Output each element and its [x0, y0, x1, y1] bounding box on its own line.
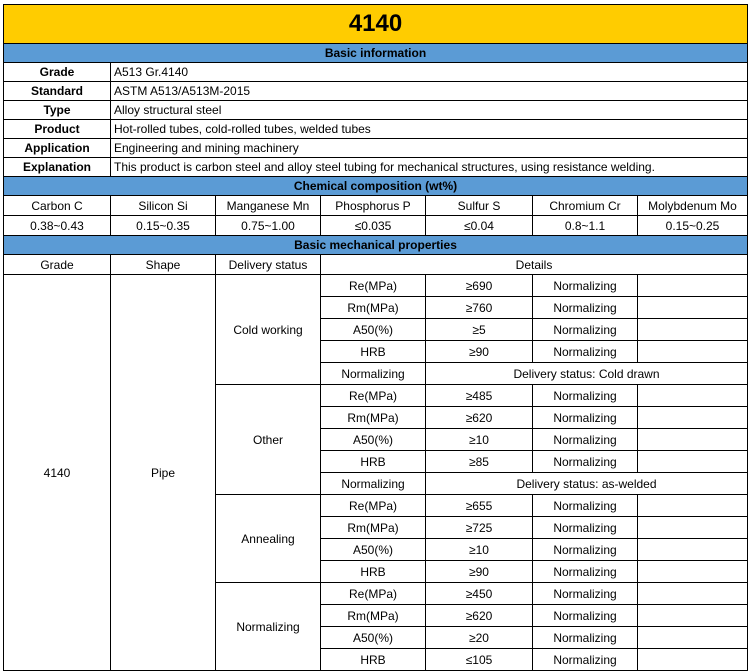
chemical-value: 0.15~0.35: [111, 216, 216, 236]
property-name: A50(%): [321, 429, 426, 451]
basic-row: [4, 82, 748, 101]
basic-row: [4, 120, 748, 139]
basic-value: Alloy structural steel: [111, 101, 748, 120]
basic-value: Engineering and mining machinery: [111, 139, 748, 158]
property-value: ≥5: [426, 319, 533, 341]
basic-row: [4, 158, 748, 177]
property-condition: Normalizing: [533, 275, 638, 297]
property-condition: Normalizing: [533, 451, 638, 473]
basic-label: Application: [4, 139, 111, 158]
property-condition: Normalizing: [533, 605, 638, 627]
basic-value: ASTM A513/A513M-2015: [111, 82, 748, 101]
chemical-element-header: Phosphorus P: [321, 196, 426, 216]
property-name: Re(MPa): [321, 385, 426, 407]
property-name: Rm(MPa): [321, 407, 426, 429]
chemical-element-header: Silicon Si: [111, 196, 216, 216]
property-name: HRB: [321, 561, 426, 583]
property-value: ≥620: [426, 407, 533, 429]
empty-cell: [638, 429, 748, 451]
empty-cell: [638, 627, 748, 649]
chemical-value: 0.8~1.1: [533, 216, 638, 236]
empty-cell: [638, 517, 748, 539]
empty-cell: [638, 649, 748, 671]
property-name: A50(%): [321, 539, 426, 561]
mechanical-header-delivery: Delivery status: [216, 255, 321, 275]
document-title: 4140: [4, 5, 748, 44]
mechanical-header-grade: Grade: [4, 255, 111, 275]
mechanical-header-row: [4, 255, 748, 275]
property-name: Re(MPa): [321, 275, 426, 297]
property-name: Rm(MPa): [321, 605, 426, 627]
property-value: ≥90: [426, 561, 533, 583]
mechanical-header-details: Details: [321, 255, 748, 275]
property-name: HRB: [321, 649, 426, 671]
basic-label: Product: [4, 120, 111, 139]
note-text: Delivery status: Cold drawn: [426, 363, 748, 385]
property-name: HRB: [321, 341, 426, 363]
delivery-status: Normalizing: [216, 583, 321, 671]
basic-row: [4, 63, 748, 82]
delivery-status: Annealing: [216, 495, 321, 583]
property-condition: Normalizing: [533, 517, 638, 539]
property-value: ≥655: [426, 495, 533, 517]
property-value: ≥85: [426, 451, 533, 473]
property-condition: Normalizing: [533, 297, 638, 319]
empty-cell: [638, 605, 748, 627]
basic-label: Type: [4, 101, 111, 120]
property-name: Re(MPa): [321, 583, 426, 605]
section-header-chemical: Chemical composition (wt%): [4, 177, 748, 196]
basic-row: [4, 139, 748, 158]
basic-row: [4, 101, 748, 120]
property-name: A50(%): [321, 627, 426, 649]
chemical-value: 0.15~0.25: [638, 216, 748, 236]
mechanical-header-shape: Shape: [111, 255, 216, 275]
chemical-value: ≤0.035: [321, 216, 426, 236]
property-condition: Normalizing: [533, 583, 638, 605]
empty-cell: [638, 407, 748, 429]
property-condition: Normalizing: [533, 539, 638, 561]
empty-cell: [638, 495, 748, 517]
section-header-mechanical: Basic mechanical properties: [4, 236, 748, 255]
chemical-value: ≤0.04: [426, 216, 533, 236]
empty-cell: [638, 341, 748, 363]
property-value: ≥10: [426, 429, 533, 451]
property-condition: Normalizing: [533, 341, 638, 363]
property-value: ≥690: [426, 275, 533, 297]
property-value: ≥90: [426, 341, 533, 363]
property-condition: Normalizing: [533, 561, 638, 583]
chemical-element-header: Sulfur S: [426, 196, 533, 216]
property-value: ≥10: [426, 539, 533, 561]
note-label: Normalizing: [321, 363, 426, 385]
property-value: ≥620: [426, 605, 533, 627]
property-value: ≥485: [426, 385, 533, 407]
section-header-basic: Basic information: [4, 44, 748, 63]
empty-cell: [638, 319, 748, 341]
property-name: Re(MPa): [321, 495, 426, 517]
chemical-element-header: Molybdenum Mo: [638, 196, 748, 216]
property-name: Rm(MPa): [321, 517, 426, 539]
spec-table: [3, 4, 748, 671]
chemical-value: 0.38~0.43: [4, 216, 111, 236]
property-value: ≥725: [426, 517, 533, 539]
property-condition: Normalizing: [533, 627, 638, 649]
empty-cell: [638, 451, 748, 473]
note-text: Delivery status: as-welded: [426, 473, 748, 495]
property-name: A50(%): [321, 319, 426, 341]
property-condition: Normalizing: [533, 407, 638, 429]
mechanical-shape: Pipe: [111, 275, 216, 671]
basic-label: Standard: [4, 82, 111, 101]
empty-cell: [638, 561, 748, 583]
property-condition: Normalizing: [533, 385, 638, 407]
empty-cell: [638, 385, 748, 407]
mechanical-grade: 4140: [4, 275, 111, 671]
property-value: ≤105: [426, 649, 533, 671]
chemical-element-header: Chromium Cr: [533, 196, 638, 216]
basic-label: Grade: [4, 63, 111, 82]
property-name: Rm(MPa): [321, 297, 426, 319]
empty-cell: [638, 297, 748, 319]
chemical-value-row: [4, 216, 748, 236]
property-condition: Normalizing: [533, 429, 638, 451]
mechanical-row: [4, 275, 748, 297]
chemical-element-header: Manganese Mn: [216, 196, 321, 216]
empty-cell: [638, 275, 748, 297]
note-label: Normalizing: [321, 473, 426, 495]
property-value: ≥20: [426, 627, 533, 649]
basic-value: A513 Gr.4140: [111, 63, 748, 82]
property-condition: Normalizing: [533, 649, 638, 671]
chemical-element-header: Carbon C: [4, 196, 111, 216]
chemical-value: 0.75~1.00: [216, 216, 321, 236]
delivery-status: Cold working: [216, 275, 321, 385]
delivery-status: Other: [216, 385, 321, 495]
property-value: ≥450: [426, 583, 533, 605]
basic-value: Hot-rolled tubes, cold-rolled tubes, welded tubes: [111, 120, 748, 139]
empty-cell: [638, 583, 748, 605]
property-condition: Normalizing: [533, 319, 638, 341]
property-name: HRB: [321, 451, 426, 473]
property-condition: Normalizing: [533, 495, 638, 517]
property-value: ≥760: [426, 297, 533, 319]
basic-value: This product is carbon steel and alloy steel tubing for mechanical structures, using resistance welding.: [111, 158, 748, 177]
basic-label: Explanation: [4, 158, 111, 177]
empty-cell: [638, 539, 748, 561]
chemical-header-row: [4, 196, 748, 216]
